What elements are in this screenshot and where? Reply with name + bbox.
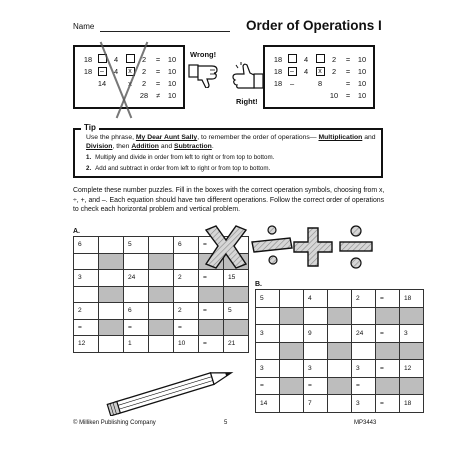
shaded-cell (199, 286, 224, 303)
equation-cell: 10 (357, 90, 367, 100)
shaded-cell (376, 342, 400, 360)
puzzle-a-label: A. (73, 228, 80, 235)
shaded-cell (149, 286, 174, 303)
shaded-cell (99, 253, 124, 270)
pencil-illustration (104, 364, 246, 416)
blank-operation-cell[interactable] (99, 336, 124, 353)
operation-box: – (289, 78, 295, 88)
blank-operation-cell[interactable] (280, 290, 304, 308)
puzzle-cell: 3 (256, 360, 280, 378)
equation-cell: ≠ (155, 90, 161, 100)
equation-cell: = (155, 78, 161, 88)
blank-operation-cell[interactable] (328, 325, 352, 343)
tip-label: Tip (81, 123, 99, 132)
operation-box (313, 53, 327, 65)
puzzle-cell: 12 (74, 336, 99, 353)
blank-operation-cell[interactable] (280, 395, 304, 413)
puzzle-cell: 4 (304, 290, 328, 308)
wrong-example-table (81, 53, 179, 101)
puzzle-row (256, 360, 424, 378)
puzzle-cell: 5 (124, 237, 149, 254)
puzzle-cell: 21 (224, 336, 249, 353)
puzzle-cell: = (199, 270, 224, 287)
tip-step-1: 1. Multiply and divide in order from left to right or from top to bottom. (86, 154, 275, 161)
puzzle-cell: = (376, 360, 400, 378)
operation-box (313, 89, 327, 101)
puzzle-row (256, 395, 424, 413)
puzzle-cell: 2 (74, 303, 99, 320)
wrong-example-box (73, 45, 185, 109)
puzzle-cell: 3 (256, 325, 280, 343)
puzzle-row (74, 303, 249, 320)
math-symbols-art (202, 220, 376, 276)
equation-cell: 2 (331, 66, 337, 76)
right_example-row (271, 77, 369, 89)
puzzle-row (256, 325, 424, 343)
blank-operation-cell[interactable] (149, 237, 174, 254)
equation-cell: = (345, 78, 351, 88)
equation-cell: 18 (273, 66, 283, 76)
puzzle-cell: 12 (400, 360, 424, 378)
puzzle-cell: = (74, 319, 99, 336)
puzzle-cell: = (376, 325, 400, 343)
divide-symbol-art (252, 226, 292, 264)
puzzle-cell: 3 (400, 325, 424, 343)
page-title: Order of Operations I (246, 18, 382, 33)
right_example-row (271, 53, 369, 65)
puzzle-cell: 10 (174, 336, 199, 353)
equation-cell: = (345, 66, 351, 76)
shaded-cell (149, 319, 174, 336)
blank-operation-cell[interactable] (74, 286, 99, 303)
equation-cell: 4 (113, 66, 119, 76)
equation-cell (81, 89, 95, 101)
right-example-table (271, 53, 369, 101)
blank-operation-cell[interactable] (149, 270, 174, 287)
puzzle-cell: = (199, 336, 224, 353)
blank-operation-cell[interactable] (174, 286, 199, 303)
footer-page-number: 5 (224, 420, 228, 426)
footer-copyright: © Milliken Publishing Company (73, 420, 156, 426)
name-line (100, 31, 230, 32)
puzzle-cell: 6 (74, 237, 99, 254)
puzzle-row (74, 286, 249, 303)
tip-step-2: 2. Add and subtract in order from left to right or from top to bottom. (86, 165, 271, 172)
right-label: Right! (236, 97, 258, 106)
shaded-cell (280, 342, 304, 360)
equation-cell (81, 77, 95, 89)
wrong_example-row (81, 53, 179, 65)
blank-operation-cell[interactable] (99, 303, 124, 320)
puzzle-row (256, 290, 424, 308)
blank-operation-cell[interactable] (124, 286, 149, 303)
footer-product-code: MP3443 (354, 420, 377, 426)
operation-box (95, 89, 109, 101)
puzzle-row (256, 377, 424, 395)
puzzle-cell: 3 (352, 360, 376, 378)
blank-operation-cell[interactable] (352, 342, 376, 360)
puzzle-cell: 5 (224, 303, 249, 320)
puzzle-b-label: B. (255, 281, 262, 288)
puzzle-cell: 15 (224, 270, 249, 287)
shaded-cell (328, 377, 352, 395)
shaded-cell (199, 319, 224, 336)
puzzle-cell: 18 (400, 290, 424, 308)
puzzle-cell: 6 (124, 303, 149, 320)
blank-operation-cell[interactable] (280, 360, 304, 378)
equation-cell: 2 (141, 54, 147, 64)
operation-box (285, 89, 299, 101)
thumbs-up-icon (232, 62, 264, 92)
blank-operation-cell[interactable] (304, 342, 328, 360)
puzzle-cell: = (352, 377, 376, 395)
puzzle-cell: 5 (256, 290, 280, 308)
puzzle-cell: 24 (352, 325, 376, 343)
puzzle-cell: 3 (304, 360, 328, 378)
puzzle-cell: 3 (74, 270, 99, 287)
puzzle-cell: 6 (174, 237, 199, 254)
equation-cell: 18 (273, 54, 283, 64)
puzzle-cell: 2 (174, 270, 199, 287)
equation-cell: 18 (83, 66, 93, 76)
shaded-cell (328, 307, 352, 325)
wrong_example-row (81, 89, 179, 101)
shaded-cell (400, 377, 424, 395)
right-example-box (263, 45, 375, 109)
blank-operation-cell[interactable] (99, 270, 124, 287)
operation-box: 8 (317, 78, 323, 88)
plus-symbol-art (294, 228, 332, 266)
shaded-cell (99, 286, 124, 303)
blank-operation-cell[interactable] (124, 253, 149, 270)
puzzle-cell: 1 (124, 336, 149, 353)
equation-cell: 18 (83, 54, 93, 64)
equation-cell (299, 89, 313, 101)
puzzle-cell: = (199, 237, 224, 254)
operation-box (123, 53, 137, 65)
blank-operation-cell[interactable] (280, 325, 304, 343)
blank-operation-cell[interactable] (352, 307, 376, 325)
operation-box (95, 65, 109, 77)
wrong_example-row (81, 65, 179, 77)
puzzle-cell: = (256, 377, 280, 395)
shaded-cell (376, 377, 400, 395)
divide-symbol-art-2 (340, 226, 372, 268)
puzzle-row (74, 319, 249, 336)
operation-box: 14 (97, 78, 107, 88)
blank-operation-cell[interactable] (174, 253, 199, 270)
equation-cell (327, 77, 341, 89)
blank-operation-cell[interactable] (149, 336, 174, 353)
puzzle-cell: = (376, 290, 400, 308)
operation-box-symbol (288, 54, 297, 63)
operation-box-symbol (316, 54, 325, 63)
equation-cell: 10 (329, 90, 339, 100)
equation-cell: 10 (357, 78, 367, 88)
equation-cell: 10 (167, 90, 177, 100)
operation-box-symbol: x (316, 67, 325, 76)
operation-box-symbol: – (288, 67, 297, 76)
operation-box (285, 65, 299, 77)
puzzle-row (74, 336, 249, 353)
equation-cell: = (155, 66, 161, 76)
equation-cell: 10 (357, 66, 367, 76)
operation-box (313, 65, 327, 77)
shaded-cell (99, 319, 124, 336)
puzzle-row (256, 342, 424, 360)
wrong-label: Wrong! (190, 50, 217, 59)
shaded-cell (376, 307, 400, 325)
equation-cell: 4 (303, 66, 309, 76)
puzzle-cell: 2 (174, 303, 199, 320)
equation-cell: 2 (141, 78, 147, 88)
equation-cell: 10 (167, 66, 177, 76)
shaded-cell (149, 253, 174, 270)
blank-operation-cell[interactable] (328, 290, 352, 308)
shaded-cell (224, 286, 249, 303)
blank-operation-cell[interactable] (149, 303, 174, 320)
blank-operation-cell[interactable] (256, 307, 280, 325)
blank-operation-cell[interactable] (74, 253, 99, 270)
puzzle-cell: = (174, 319, 199, 336)
blank-operation-cell[interactable] (99, 237, 124, 254)
operation-box-symbol: x (126, 67, 135, 76)
times-symbol-art (206, 226, 246, 268)
instructions: Complete these number puzzles. Fill in the boxes with the correct operation symbols, choosing from x, ÷, +, and –. Each equation should have two different operations. Follow the correct order of operations to check each horizontal problem and vertical problem. (73, 187, 385, 213)
tip-text: Use the phrase, My Dear Aunt Sally, to remember the order of operations— Multiplication and Division, then Addition and Subtraction. (86, 134, 376, 150)
equation-cell: = (345, 54, 351, 64)
equation-cell: 10 (167, 78, 177, 88)
shaded-cell (400, 342, 424, 360)
puzzle-cell: 24 (124, 270, 149, 287)
right_example-row (271, 65, 369, 77)
equation-cell: 28 (139, 90, 149, 100)
puzzle-cell: = (304, 377, 328, 395)
equation-cell: 4 (303, 54, 309, 64)
equation-cell: 10 (167, 54, 177, 64)
shaded-cell (280, 307, 304, 325)
equation-cell (299, 77, 313, 89)
right_example-row (271, 89, 369, 101)
shaded-cell (224, 319, 249, 336)
puzzle-cell: = (376, 395, 400, 413)
puzzle-cell: = (199, 303, 224, 320)
equation-cell: = (155, 54, 161, 64)
shaded-cell (328, 342, 352, 360)
operation-box (285, 53, 299, 65)
puzzle-cell: 9 (304, 325, 328, 343)
equation-cell: 2 (331, 54, 337, 64)
puzzle-row (256, 307, 424, 325)
equation-cell: 10 (357, 54, 367, 64)
blank-operation-cell[interactable] (328, 395, 352, 413)
puzzle-cell: 7 (304, 395, 328, 413)
equation-cell: 2 (141, 66, 147, 76)
shaded-cell (280, 377, 304, 395)
puzzle-cell: 3 (352, 395, 376, 413)
operation-box-symbol (126, 54, 135, 63)
equation-cell: = (345, 90, 351, 100)
puzzle-cell: = (124, 319, 149, 336)
shaded-cell (400, 307, 424, 325)
equation-cell: 4 (113, 54, 119, 64)
blank-operation-cell[interactable] (304, 307, 328, 325)
puzzle-cell: 14 (256, 395, 280, 413)
name-label: Name (73, 22, 95, 31)
puzzle-cell: 2 (352, 290, 376, 308)
blank-operation-cell[interactable] (256, 342, 280, 360)
puzzle-cell: 18 (400, 395, 424, 413)
equation-cell (271, 89, 285, 101)
thumbs-down-icon (188, 62, 222, 88)
equation-cell: 18 (273, 78, 283, 88)
puzzle-b-grid (255, 289, 424, 413)
blank-operation-cell[interactable] (328, 360, 352, 378)
operation-box-symbol: – (98, 67, 107, 76)
